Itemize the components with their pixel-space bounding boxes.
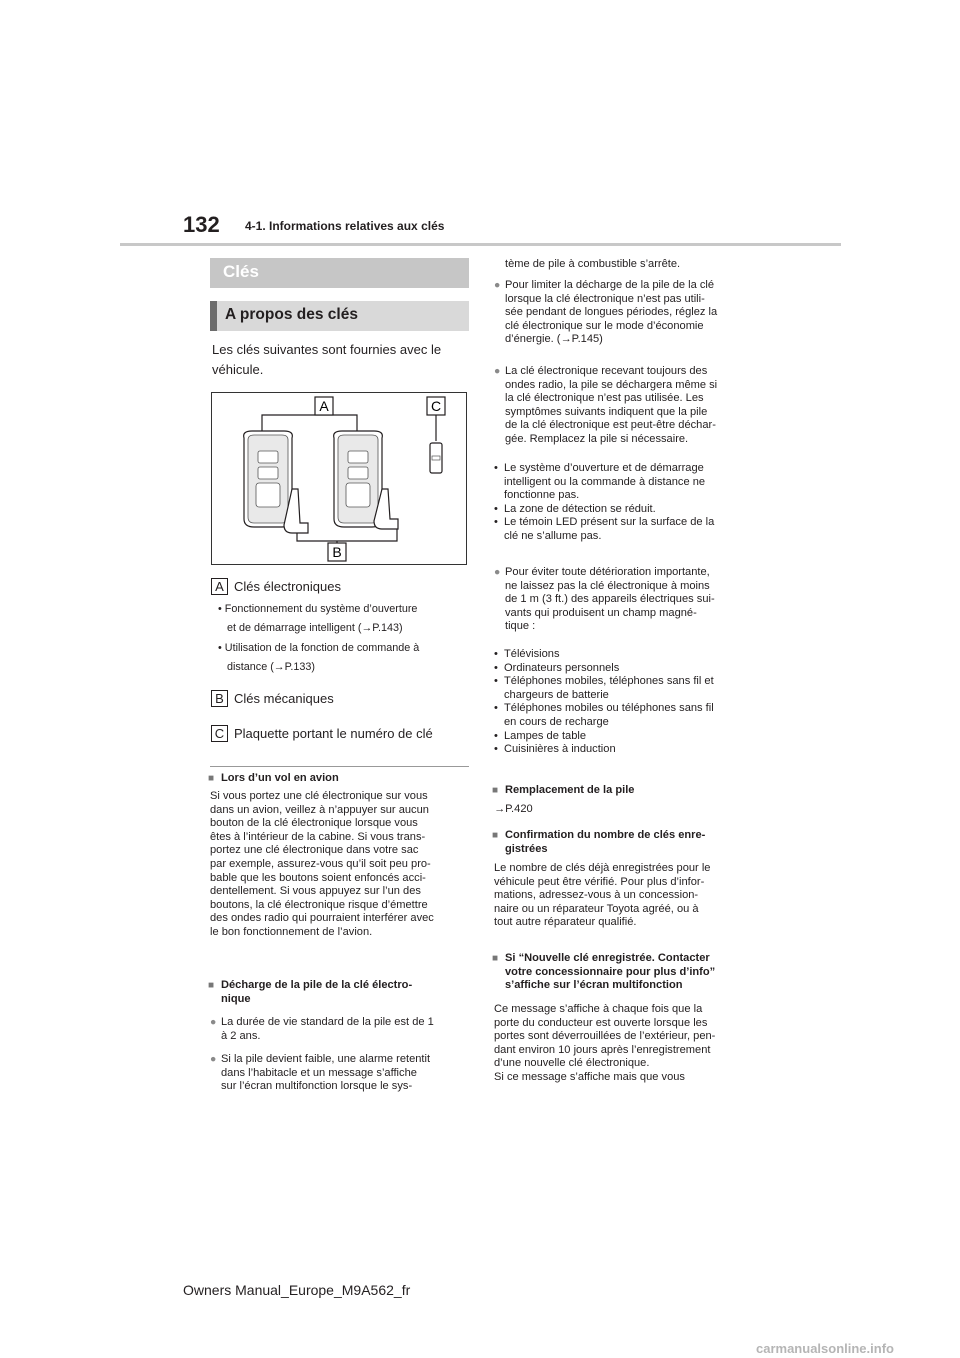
item-a <box>211 578 341 595</box>
symptom-1: • Le système d’ouverture et de démarrage intelligent ou la commande à distance ne fonctionne pas. <box>494 462 756 503</box>
flight-text: Si vous portez une clé électronique sur vous dans un avion, veillez à n’appuyer sur aucun bouton de la clé électronique lorsque vous êtes à l’intérieur de la cabine. Si vous trans- portez une clé électronique dans votre sac par exemple, assurez-vous qu’il soit peu pro- bable que les boutons soient enfoncés acci- dentellement. Si vous appuyez sur l’un des boutons, la clé électronique risque d’émettre des ondes radio qui pourraient interférer avec le bon fonctionnement de l’avion. <box>210 790 434 938</box>
battery-low-continued: tème de pile à combustible s’arrête. <box>505 258 681 270</box>
key-number-plate-icon <box>430 443 442 473</box>
battery-heading: ■ Décharge de la pile de la clé électro- nique <box>210 979 470 1006</box>
symptoms-list <box>494 462 756 544</box>
replace-ref: →P.420 <box>494 803 533 815</box>
section-title-band <box>210 258 469 288</box>
svg-text:C: C <box>430 398 442 414</box>
battery-life-item: ● La durée de vie standard de la pile est de 1 à 2 ans. <box>210 1016 470 1043</box>
keys-figure <box>211 392 467 565</box>
figure-label-c <box>427 397 445 415</box>
confirm-heading: ■ Confirmation du nombre de clés enre- gistrées <box>494 829 756 856</box>
item-b-box: B <box>211 690 228 707</box>
item-c <box>211 725 433 742</box>
item-a-bullet-2: • Utilisation de la fonction de commande à distance (→P.133) <box>218 642 420 673</box>
magnetic-field-item: ● Pour éviter toute détérioration importante, ne laissez pas la clé électronique à moins de 1 m (3 ft.) des appareils électriques sui- vants qui produisent un champ magné- tique : <box>494 566 756 634</box>
item-a-label: Clés électroniques <box>234 579 341 594</box>
symptom-3: • Le témoin LED présent sur la surface de la clé ne s’allume pas. <box>494 516 756 543</box>
appliance-2: • Ordinateurs personnels <box>494 662 756 676</box>
item-c-box: C <box>211 725 228 742</box>
appliance-1: • Télévisions <box>494 648 756 662</box>
energy-saving-item: ● Pour limiter la décharge de la pile de la clé lorsque la clé électronique n’est pas utili- sée pendant de longues périodes, réglez la clé électronique sur le mode d’économie d’énergie. (→P.145) <box>494 279 756 347</box>
item-a-bullet-1: • Fonctionnement du système d’ouverture et de démarrage intelligent (→P.143) <box>218 603 418 634</box>
keys-illustration <box>212 393 466 564</box>
battery-low-item: ● Si la pile devient faible, une alarme retentit dans l’habitacle et un message s’affiche sur l’écran multifonction lorsque le sys- <box>210 1053 472 1094</box>
radio-waves-item: ● La clé électronique recevant toujours des ondes radio, la pile se déchargera même si la clé électronique n’est pas utilisée. Les symptômes suivants indiquent que la pile de la clé électronique est peut-être déchar- gée. Remplacez la pile si nécessaire. <box>494 365 756 447</box>
appliance-6: • Cuisinières à induction <box>494 743 756 757</box>
item-a-box: A <box>211 578 228 595</box>
figure-label-b <box>328 543 346 561</box>
watermark: carmanualsonline.info <box>756 1341 894 1356</box>
electronic-key-2-icon <box>334 431 398 529</box>
item-b <box>211 690 334 707</box>
section-title: Clés <box>223 262 259 281</box>
header-rule <box>120 243 841 246</box>
new-key-text: Ce message s’affiche à chaque fois que la porte du conducteur est ouverte lorsque les portes sont déverrouillées de l’extérieur, pen- dant environ 10 jours après l’enregistrement d’une nouvelle clé électronique. Si ce message s’affiche mais que vous <box>494 1003 716 1083</box>
subsection-band <box>210 301 469 331</box>
appliance-3: • Téléphones mobiles, téléphones sans fil et chargeurs de batterie <box>494 675 756 702</box>
subsection-title: A propos des clés <box>225 306 358 323</box>
page-number: 132 <box>183 212 220 237</box>
svg-text:A: A <box>319 398 329 414</box>
appliances-list <box>494 648 756 757</box>
confirm-text: Le nombre de clés déjà enregistrées pour le véhicule peut être vérifié. Pour plus d’infor- mations, adressez-vous à un concession- naire ou un réparateur Toyota agréé, ou à tout autre réparateur qualifié. <box>494 862 711 929</box>
flight-heading: ■ Lors d’un vol en avion <box>210 772 470 786</box>
chapter-title: 4-1. Informations relatives aux clés <box>245 219 445 233</box>
figure-label-a <box>315 397 333 415</box>
svg-text:B: B <box>332 544 342 560</box>
appliance-4: • Téléphones mobiles ou téléphones sans fil en cours de recharge <box>494 702 756 729</box>
symptom-2: • La zone de détection se réduit. <box>494 503 756 517</box>
subsection-bar <box>210 301 217 331</box>
new-key-heading: ■ Si “Nouvelle clé enregistrée. Contacter votre concessionnaire pour plus d’info” s’affiche sur l’écran multifonction <box>494 952 760 993</box>
item-c-label: Plaquette portant le numéro de clé <box>234 726 433 741</box>
footer-text: Owners Manual_Europe_M9A562_fr <box>183 1282 411 1298</box>
replace-heading: ■ Remplacement de la pile <box>494 784 756 798</box>
notes-divider <box>210 766 469 767</box>
item-b-label: Clés mécaniques <box>234 691 334 706</box>
intro-text: Les clés suivantes sont fournies avec le véhicule. <box>212 342 442 377</box>
electronic-key-1-icon <box>244 431 308 533</box>
appliance-5: • Lampes de table <box>494 730 756 744</box>
